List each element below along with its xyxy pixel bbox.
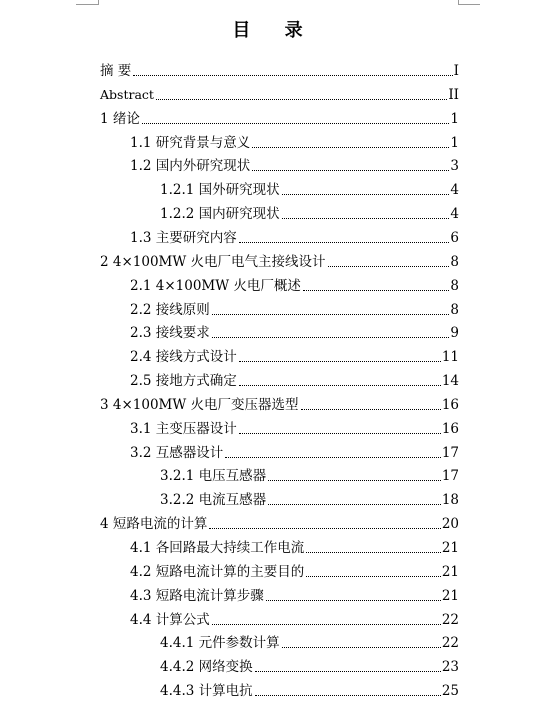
toc-entry-label: 4.4.1 元件参数计算 — [160, 635, 280, 652]
dot-leader — [266, 599, 441, 601]
toc-entry[interactable] — [160, 657, 459, 677]
toc-entry-page-number: II — [448, 86, 459, 103]
toc-entry-page-number: 22 — [441, 611, 459, 628]
toc-entry[interactable] — [130, 419, 459, 439]
toc-entry-page-number: 21 — [441, 563, 459, 580]
toc-entry[interactable] — [130, 133, 459, 153]
dot-leader — [268, 503, 441, 505]
toc-entry[interactable] — [160, 204, 459, 224]
toc-entry-page-number: 8 — [450, 277, 459, 294]
toc-entry[interactable] — [130, 586, 459, 606]
toc-entry-label: 3.1 主变压器设计 — [130, 420, 237, 437]
dot-leader — [306, 551, 441, 553]
dot-leader — [239, 432, 441, 434]
toc-entry-label: 3.2.2 电流互感器 — [160, 492, 267, 509]
dot-leader — [239, 384, 441, 386]
toc-entry[interactable] — [130, 443, 459, 463]
toc-entry[interactable] — [100, 395, 459, 415]
toc-entry[interactable] — [130, 538, 459, 558]
toc-entry-page-number: 4 — [450, 206, 459, 223]
dot-leader — [252, 146, 449, 148]
toc-entry-label: 4.4 计算公式 — [130, 611, 210, 628]
dot-leader — [255, 694, 441, 696]
toc-entry[interactable] — [130, 228, 459, 248]
dot-leader — [156, 98, 447, 100]
dot-leader — [142, 122, 450, 124]
toc-entry-page-number: 14 — [441, 373, 459, 390]
toc-entry[interactable] — [160, 490, 459, 510]
toc-entry-page-number: 8 — [450, 253, 459, 270]
toc-entry-page-number: 1 — [450, 134, 459, 151]
toc-entry-label: 1.1 研究背景与意义 — [130, 134, 251, 151]
crop-mark — [458, 4, 480, 5]
dot-leader — [328, 265, 450, 267]
dot-leader — [212, 313, 450, 315]
toc-entry-label: Abstract — [100, 86, 154, 102]
toc-entry-label: 2.4 接线方式设计 — [130, 349, 237, 366]
crop-mark — [458, 0, 459, 5]
toc-entry[interactable] — [130, 371, 459, 391]
toc-entry[interactable] — [160, 633, 459, 653]
toc-entry-label: 4.2 短路电流计算的主要目的 — [130, 563, 305, 580]
toc-entry-label: 1.2.1 国外研究现状 — [160, 182, 280, 199]
toc-entry-page-number: 22 — [441, 635, 459, 652]
toc-entry-label: 2 4×100MW 火电厂电气主接线设计 — [100, 253, 326, 270]
dot-leader — [212, 336, 450, 338]
toc-entry-page-number: 11 — [441, 349, 459, 366]
toc-entry-label: 3.2 互感器设计 — [130, 444, 224, 461]
toc-entry-page-number: 21 — [441, 587, 459, 604]
toc-entry[interactable] — [130, 610, 459, 630]
toc-entry-page-number: 17 — [441, 468, 459, 485]
toc-entry-page-number: I — [453, 63, 459, 79]
toc-entry-label: 1 绪论 — [100, 110, 140, 127]
toc-entry-page-number: 17 — [441, 444, 459, 461]
toc-entry[interactable] — [130, 323, 459, 343]
toc-entry-page-number: 9 — [450, 325, 459, 342]
toc-entry-page-number: 25 — [441, 683, 459, 700]
dot-leader — [306, 575, 441, 577]
toc-entry[interactable] — [100, 61, 459, 81]
toc-entry-page-number: 21 — [441, 540, 459, 556]
toc-entry-page-number: 4 — [450, 182, 459, 199]
dot-leader — [239, 241, 450, 243]
toc-entry[interactable] — [100, 252, 459, 272]
toc-entry[interactable] — [130, 156, 459, 176]
toc-entry-page-number: 23 — [441, 659, 459, 676]
dot-leader — [133, 74, 452, 76]
toc-title: 目 录 — [232, 20, 317, 41]
toc-entry-label: 4.3 短路电流计算步骤 — [130, 587, 264, 604]
dot-leader — [225, 456, 441, 458]
toc-entry[interactable] — [100, 514, 459, 534]
toc-entry[interactable] — [160, 466, 459, 486]
toc-entry-label: 2.5 接地方式确定 — [130, 373, 237, 390]
toc-entry[interactable] — [130, 276, 459, 296]
toc-entry-page-number: 18 — [441, 492, 459, 509]
toc-entry[interactable] — [130, 562, 459, 582]
toc-entry-page-number: 1 — [450, 110, 459, 127]
toc-entry-label: 3 4×100MW 火电厂变压器选型 — [100, 396, 299, 413]
dot-leader — [268, 479, 441, 481]
dot-leader — [255, 670, 441, 672]
dot-leader — [301, 408, 441, 410]
toc-entry-label: 2.2 接线原则 — [130, 301, 210, 318]
crop-mark — [98, 0, 99, 5]
dot-leader — [303, 289, 449, 291]
toc-entry-label: 2.3 接线要求 — [130, 325, 210, 342]
toc-entry-page-number: 20 — [441, 516, 459, 533]
toc-entry-page-number: 3 — [450, 158, 459, 175]
toc-entry-label: 4.4.2 网络变换 — [160, 659, 253, 676]
toc-entry-label: 2.1 4×100MW 火电厂概述 — [130, 277, 301, 294]
dot-leader — [282, 646, 441, 648]
toc-entry-label: 1.2 国内外研究现状 — [130, 158, 251, 175]
dot-leader — [282, 193, 450, 195]
dot-leader — [252, 169, 449, 171]
toc-entry-label: 摘 要 — [100, 63, 132, 79]
dot-leader — [239, 360, 441, 362]
toc-entry-label: 4 短路电流的计算 — [100, 516, 208, 533]
toc-entry-page-number: 16 — [441, 420, 459, 437]
toc-entry-page-number: 8 — [450, 301, 459, 318]
toc-entry-label: 1.3 主要研究内容 — [130, 229, 237, 246]
toc-entry-label: 4.4.3 计算电抗 — [160, 683, 253, 700]
toc-entry[interactable] — [130, 347, 459, 367]
toc-entry[interactable] — [100, 85, 459, 105]
toc-entry[interactable] — [160, 180, 459, 200]
toc-entry-label: 3.2.1 电压互感器 — [160, 468, 267, 485]
toc-entry[interactable] — [160, 681, 459, 701]
crop-mark — [76, 4, 98, 5]
dot-leader — [209, 527, 440, 529]
toc-entry[interactable] — [130, 300, 459, 320]
dot-leader — [212, 623, 441, 625]
toc-entry-page-number: 16 — [441, 396, 459, 413]
toc-entry-label: 4.1 各回路最大持续工作电流 — [130, 540, 305, 556]
toc-entry[interactable] — [100, 109, 459, 129]
dot-leader — [282, 217, 450, 219]
toc-entry-label: 1.2.2 国内研究现状 — [160, 206, 280, 223]
toc-entry-page-number: 6 — [450, 229, 459, 246]
